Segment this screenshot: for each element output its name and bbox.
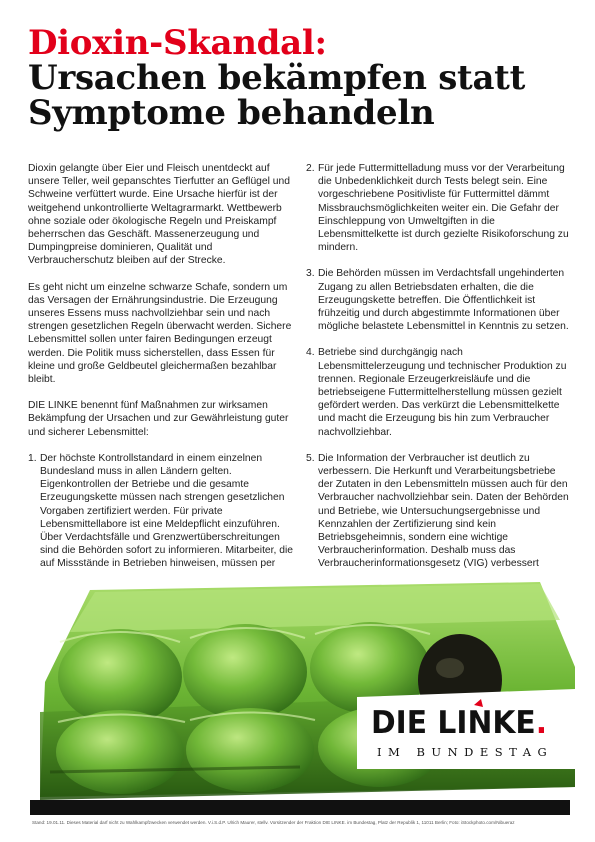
headline-line-1: Dioxin-Skandal: — [28, 23, 327, 63]
measure-text: Der höchste Kontrollstandard in einem einzelnen Bundesland muss in allen Ländern gelten. Eigenkontrollen der Betriebe und die gesamte Erzeugungskette müssen nach strengen gesetzlichen Vorgaben zertifiziert werden. Für private Lebensmittellabore ist eine Meldepflicht einzuführen. Über Verdachtsfälle und Grenzwertüberschreitungen sind die Behörden sofort zu informieren. Mitarbeiter, die auf Missstände in Betrieben hinweisen, müssen per — [40, 452, 293, 570]
measure-item-3 — [306, 267, 571, 333]
measures-intro: DIE LINKE benennt fünf Maßnahmen zur wirksamen Bekämpfung der Ursachen und zur Gewährleistung guter und sicherer Lebensmittel: — [28, 400, 289, 438]
logo-subtitle: IM BUNDESTAG — [377, 745, 554, 759]
headline — [28, 23, 573, 133]
measure-number: 2. — [306, 163, 315, 174]
logo-dot: . — [535, 705, 548, 741]
measures-list-part-2 — [306, 162, 571, 584]
logo-wordmark-part-1: DIE LI — [371, 705, 472, 741]
headline-line-3: Symptome behandeln — [28, 93, 435, 133]
measure-number: 1. — [28, 452, 37, 464]
logo-wordmark — [371, 705, 547, 741]
body-paragraph: Es geht nicht um einzelne schwarze Schafe, sondern um das Versagen der Ernährungsindustrie. Die Erzeugung unseres Essens muss nachvollziehbar sein und nach strengen gesetzlichen Regeln überwacht werden. Sichere Lebensmittel sollen unter fairen Bedingungen erzeugt werden. Die Politik muss sicherstellen, dass Essen für kleine und große Geldbeutel gleichermaßen bezahlbar bleibt. — [28, 281, 292, 386]
footer-imprint: Stand: 19.01.11. Dieses Material darf nicht zu Wahlkampfzwecken verwendet werden. V.i.S.d.P. Ulrich Maurer, stellv. Vorsitzender der Fraktion DIE LINKE. im Bundestag, Platz der Republik 1, 11011 Berlin; Foto: iStockphoto.com/Nibueraz — [32, 820, 515, 825]
measures-list-part-1 — [28, 452, 300, 584]
measure-number: 5. — [306, 452, 315, 464]
measure-item-2 — [306, 162, 571, 254]
left-column — [28, 162, 300, 597]
measure-text: Die Behörden müssen im Verdachtsfall ungehinderten Zugang zu allen Betriebsdaten erhalten, die die Erzeugungskette betreffen. Die Öffentlichkeit ist frühzeitig und durch abgestimmte Informationen über mögliche belastete Lebensmittel in Kenntnis zu setzen. — [318, 268, 569, 333]
right-column — [306, 162, 571, 610]
measure-text: Betriebe sind durchgängig nach Lebensmittelerzeugung und technischer Produktion zu trennen. Regionale Erzeugerkreisläufe und die betriebseigene Futtermittelherstellung müssen gezielt gefördert werden. Das verkürzt die Lebensmittelkette und macht die Erzeugung bis hin zum Verbraucher nachvollziehbar. — [318, 347, 567, 438]
headline-line-2: Ursachen bekämpfen statt — [28, 58, 525, 98]
logo-wordmark-part-2: NKE — [467, 705, 539, 741]
measure-item-1 — [28, 452, 300, 584]
measure-number: 3. — [306, 268, 315, 280]
measure-number: 4. — [306, 347, 315, 359]
logo-graphic — [357, 689, 575, 769]
measure-item-4 — [306, 346, 571, 438]
measure-text: Die Information der Verbraucher ist deutlich zu verbessern. Die Herkunft und Verarbeitungsbetriebe der Zutaten in den Lebensmitteln müssen auch für den Verbraucher nachvollziehbar sein. Daten der Behörden und Betriebe, wie Untersuchungsergebnisse und Kennzahlen der Zertifizierung sind kein Betriebsgeheimnis, sondern eine wichtige Verbraucherinformation. Deshalb muss das Verbraucherinformationsgesetz (VIG) verbessert — [318, 452, 569, 570]
intro-paragraph: Dioxin gelangte über Eier und Fleisch unentdeckt auf unsere Teller, weil gepanschtes Tierfutter an Geflügel und Schweine verfüttert wurde. Eine Ursache hierfür ist der weitgehend unkontrollierte Weltagrarmarkt. Wettbewerb ohne soziale oder ökologische Regeln und Preiskampf beherrschen das Geschäft. Massenerzeugung und Dumpingpreise dominieren, Qualität und Verbraucherschutz bleiben auf der Strecke. — [28, 163, 290, 267]
measure-item-5 — [306, 452, 571, 584]
measure-text: Für jede Futtermittelladung muss vor der Verarbeitung die Unbedenklichkeit durch Tests belegt sein. Eine vorgeschriebene Positivliste für Futtermittel dämmt Missbrauchsmöglichkeiten weiter ein. Die Gefahr der Einschleppung von Umweltgiften in die Lebensmittelkette ist durch gezielte Risikoforschung zu mindern. — [318, 163, 569, 254]
die-linke-logo — [357, 689, 575, 769]
